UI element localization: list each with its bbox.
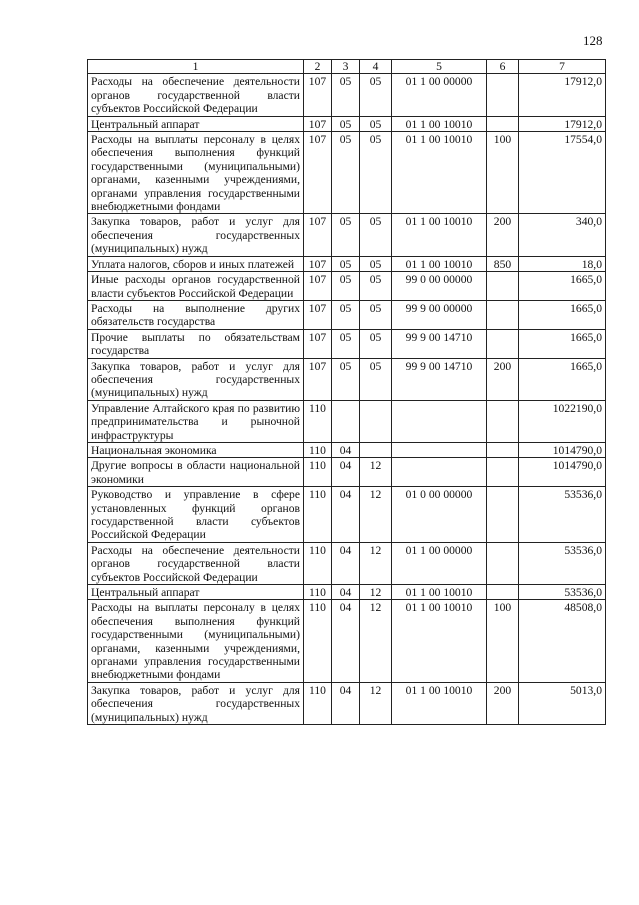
ministry-code-cell: 110 (304, 442, 332, 457)
expense-name-cell: Центральный аппарат (88, 585, 304, 600)
subsection-code-cell: 05 (360, 132, 392, 214)
section-code-cell: 04 (332, 442, 360, 457)
ministry-code-cell: 107 (304, 116, 332, 131)
target-article-cell: 01 1 00 10010 (392, 256, 487, 271)
expense-type-cell (487, 400, 519, 442)
expense-type-cell (487, 74, 519, 116)
expense-name-cell: Расходы на обеспечение деятельности органов государственной власти субъектов Российской Федерации (88, 542, 304, 584)
section-code-cell: 05 (332, 74, 360, 116)
ministry-code-cell: 110 (304, 542, 332, 584)
amount-cell: 53536,0 (519, 542, 606, 584)
expense-name-cell: Уплата налогов, сборов и иных платежей (88, 256, 304, 271)
expense-name-cell: Центральный аппарат (88, 116, 304, 131)
table-row (88, 132, 606, 214)
section-code-cell: 04 (332, 682, 360, 724)
ministry-code-cell: 107 (304, 74, 332, 116)
table-row (88, 256, 606, 271)
subsection-code-cell: 12 (360, 682, 392, 724)
subsection-code-cell: 05 (360, 74, 392, 116)
expense-name-cell: Закупка товаров, работ и услуг для обеспечения государственных (муниципальных) нужд (88, 682, 304, 724)
amount-cell: 17554,0 (519, 132, 606, 214)
table-row (88, 600, 606, 682)
ministry-code-cell: 107 (304, 272, 332, 301)
target-article-cell: 99 9 00 14710 (392, 329, 487, 358)
table-body (88, 74, 606, 725)
ministry-code-cell: 110 (304, 400, 332, 442)
target-article-cell (392, 400, 487, 442)
target-article-cell: 99 0 00 00000 (392, 272, 487, 301)
expense-type-cell: 100 (487, 132, 519, 214)
expense-name-cell: Закупка товаров, работ и услуг для обеспечения государственных (муниципальных) нужд (88, 214, 304, 256)
expense-type-cell: 200 (487, 358, 519, 400)
section-code-cell: 05 (332, 132, 360, 214)
subsection-code-cell: 05 (360, 358, 392, 400)
column-header-4: 4 (360, 60, 392, 74)
target-article-cell: 01 1 00 10010 (392, 600, 487, 682)
expense-type-cell: 200 (487, 214, 519, 256)
ministry-code-cell: 110 (304, 585, 332, 600)
amount-cell: 53536,0 (519, 487, 606, 543)
section-code-cell: 04 (332, 458, 360, 487)
section-code-cell: 04 (332, 487, 360, 543)
subsection-code-cell: 05 (360, 116, 392, 131)
expense-type-cell (487, 542, 519, 584)
expense-name-cell: Закупка товаров, работ и услуг для обеспечения государственных (муниципальных) нужд (88, 358, 304, 400)
expense-type-cell (487, 487, 519, 543)
target-article-cell: 01 1 00 10010 (392, 132, 487, 214)
ministry-code-cell: 107 (304, 132, 332, 214)
column-header-7: 7 (519, 60, 606, 74)
subsection-code-cell (360, 442, 392, 457)
subsection-code-cell: 12 (360, 585, 392, 600)
table-row (88, 214, 606, 256)
target-article-cell (392, 458, 487, 487)
amount-cell: 1665,0 (519, 272, 606, 301)
expense-type-cell: 200 (487, 682, 519, 724)
target-article-cell: 99 9 00 14710 (392, 358, 487, 400)
table-row (88, 74, 606, 116)
subsection-code-cell: 05 (360, 329, 392, 358)
ministry-code-cell: 107 (304, 214, 332, 256)
subsection-code-cell: 12 (360, 458, 392, 487)
amount-cell: 1665,0 (519, 358, 606, 400)
ministry-code-cell: 110 (304, 600, 332, 682)
budget-table (87, 59, 606, 725)
column-header-5: 5 (392, 60, 487, 74)
expense-name-cell: Управление Алтайского края по развитию предпринимательства и рыночной инфраструктуры (88, 400, 304, 442)
expense-type-cell: 850 (487, 256, 519, 271)
target-article-cell: 01 1 00 10010 (392, 585, 487, 600)
amount-cell: 17912,0 (519, 116, 606, 131)
table-row (88, 300, 606, 329)
subsection-code-cell: 05 (360, 300, 392, 329)
target-article-cell: 01 1 00 10010 (392, 682, 487, 724)
target-article-cell: 01 1 00 00000 (392, 542, 487, 584)
section-code-cell: 05 (332, 358, 360, 400)
target-article-cell: 01 1 00 00000 (392, 74, 487, 116)
table-row (88, 400, 606, 442)
ministry-code-cell: 107 (304, 300, 332, 329)
amount-cell: 53536,0 (519, 585, 606, 600)
expense-type-cell (487, 116, 519, 131)
expense-name-cell: Прочие выплаты по обязательствам государства (88, 329, 304, 358)
column-header-2: 2 (304, 60, 332, 74)
page-number: 128 (583, 33, 603, 48)
subsection-code-cell: 05 (360, 214, 392, 256)
table-row (88, 329, 606, 358)
target-article-cell: 99 9 00 00000 (392, 300, 487, 329)
ministry-code-cell: 107 (304, 358, 332, 400)
amount-cell: 48508,0 (519, 600, 606, 682)
expense-type-cell (487, 458, 519, 487)
section-code-cell: 05 (332, 256, 360, 271)
expense-type-cell (487, 300, 519, 329)
table-row (88, 358, 606, 400)
section-code-cell: 04 (332, 542, 360, 584)
column-number-row (88, 60, 606, 74)
section-code-cell: 05 (332, 116, 360, 131)
subsection-code-cell: 12 (360, 542, 392, 584)
target-article-cell: 01 1 00 10010 (392, 116, 487, 131)
subsection-code-cell: 05 (360, 272, 392, 301)
amount-cell: 340,0 (519, 214, 606, 256)
table-row (88, 272, 606, 301)
amount-cell: 1665,0 (519, 329, 606, 358)
ministry-code-cell: 110 (304, 487, 332, 543)
table-row (88, 542, 606, 584)
ministry-code-cell: 107 (304, 256, 332, 271)
amount-cell: 1022190,0 (519, 400, 606, 442)
ministry-code-cell: 110 (304, 682, 332, 724)
expense-name-cell: Национальная экономика (88, 442, 304, 457)
expense-type-cell: 100 (487, 600, 519, 682)
section-code-cell: 04 (332, 600, 360, 682)
table-row (88, 682, 606, 724)
ministry-code-cell: 107 (304, 329, 332, 358)
column-header-3: 3 (332, 60, 360, 74)
table-row (88, 487, 606, 543)
table-row (88, 458, 606, 487)
section-code-cell (332, 400, 360, 442)
expense-name-cell: Расходы на выполнение других обязательств государства (88, 300, 304, 329)
subsection-code-cell: 12 (360, 600, 392, 682)
amount-cell: 5013,0 (519, 682, 606, 724)
amount-cell: 17912,0 (519, 74, 606, 116)
section-code-cell: 04 (332, 585, 360, 600)
amount-cell: 18,0 (519, 256, 606, 271)
expense-type-cell (487, 585, 519, 600)
expense-type-cell (487, 272, 519, 301)
section-code-cell: 05 (332, 272, 360, 301)
table-row (88, 442, 606, 457)
ministry-code-cell: 110 (304, 458, 332, 487)
target-article-cell: 01 1 00 10010 (392, 214, 487, 256)
subsection-code-cell: 12 (360, 487, 392, 543)
table-row (88, 116, 606, 131)
expense-type-cell (487, 442, 519, 457)
column-header-1: 1 (88, 60, 304, 74)
section-code-cell: 05 (332, 300, 360, 329)
expense-name-cell: Другие вопросы в области национальной экономики (88, 458, 304, 487)
expense-name-cell: Расходы на выплаты персоналу в целях обеспечения выполнения функций государственными (муниципальными) органами, казенными учреждениями, органами управления государственными внебюджетными фондами (88, 132, 304, 214)
section-code-cell: 05 (332, 214, 360, 256)
section-code-cell: 05 (332, 329, 360, 358)
expense-name-cell: Руководство и управление в сфере установленных функций органов государственной власти субъектов Российской Федерации (88, 487, 304, 543)
amount-cell: 1014790,0 (519, 458, 606, 487)
expense-type-cell (487, 329, 519, 358)
subsection-code-cell: 05 (360, 256, 392, 271)
subsection-code-cell (360, 400, 392, 442)
expense-name-cell: Расходы на обеспечение деятельности органов государственной власти субъектов Российской Федерации (88, 74, 304, 116)
column-header-6: 6 (487, 60, 519, 74)
expense-name-cell: Расходы на выплаты персоналу в целях обеспечения выполнения функций государственными (муниципальными) органами, казенными учреждениями, органами управления государственными внебюджетными фондами (88, 600, 304, 682)
amount-cell: 1014790,0 (519, 442, 606, 457)
table-row (88, 585, 606, 600)
amount-cell: 1665,0 (519, 300, 606, 329)
target-article-cell (392, 442, 487, 457)
table-header (88, 60, 606, 74)
expense-name-cell: Иные расходы органов государственной власти субъектов Российской Федерации (88, 272, 304, 301)
target-article-cell: 01 0 00 00000 (392, 487, 487, 543)
